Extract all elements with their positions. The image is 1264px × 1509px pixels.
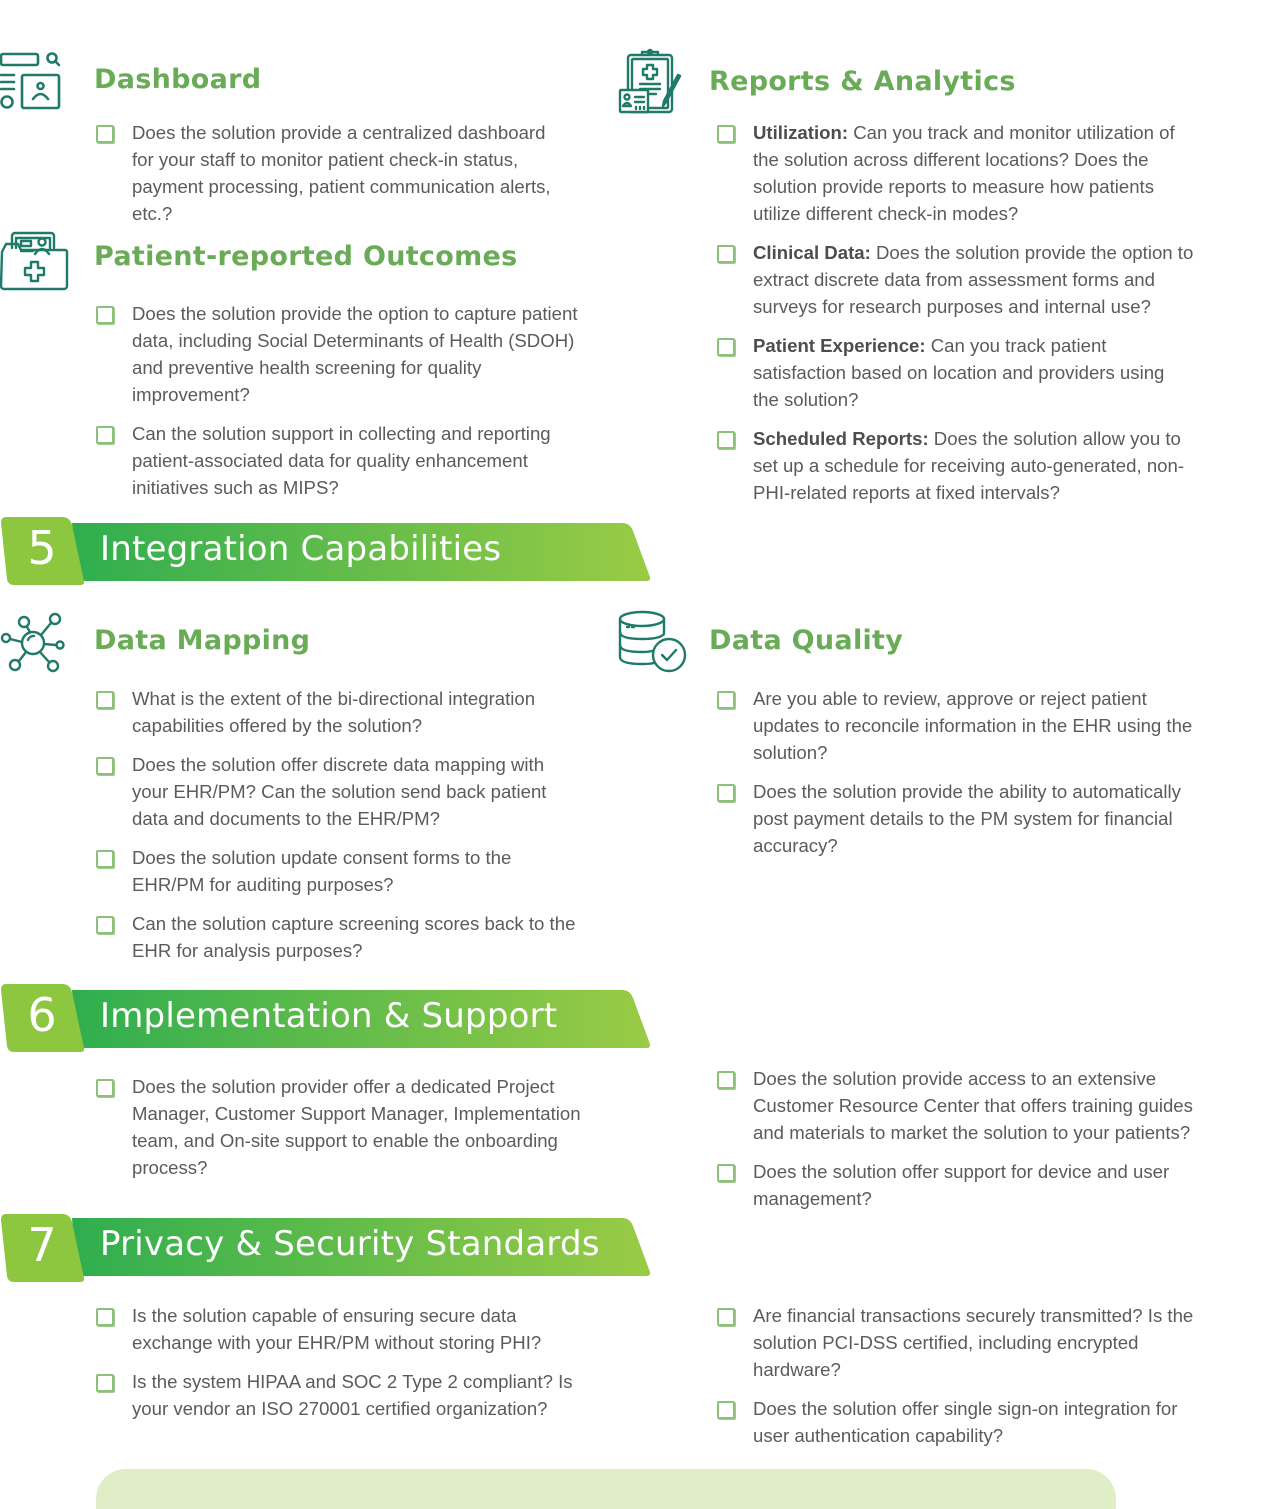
item-text: Does the solution provide the option to capture patient data, including Social Determinants of Health (SDOH) and preventive health screening for quality improvement?: [132, 303, 578, 405]
item-text: Can the solution support in collecting and reporting patient-associated data for quality enhancement initiatives such as MIPS?: [132, 423, 551, 498]
checkbox[interactable]: [717, 245, 735, 263]
reports-analytics-title: Reports & Analytics: [709, 66, 1016, 97]
checkbox[interactable]: [96, 1308, 114, 1326]
checkbox[interactable]: [96, 426, 114, 444]
data-mapping-title: Data Mapping: [94, 625, 311, 656]
checklist-item: [94, 685, 584, 739]
item-text: Is the solution capable of ensuring secure data exchange with your EHR/PM without storing PHI?: [132, 1305, 542, 1353]
checklist-item: [715, 778, 1195, 859]
dashboard-checklist: [94, 119, 564, 239]
data-quality-checklist: [715, 685, 1195, 871]
item-text: What is the extent of the bi-directional integration capabilities offered by the solution?: [132, 688, 536, 736]
item-text: Is the system HIPAA and SOC 2 Type 2 compliant? Is your vendor an ISO 270001 certified organization?: [132, 1371, 573, 1419]
checklist-item: [94, 300, 584, 408]
bottom-callout-panel: [96, 1469, 1116, 1509]
checklist-item: [94, 119, 564, 227]
item-label: Scheduled Reports:: [753, 428, 929, 449]
medical-folder-icon: [0, 226, 70, 292]
item-label: Patient Experience:: [753, 335, 926, 356]
checklist-item: [715, 425, 1195, 506]
checkbox[interactable]: [96, 1079, 114, 1097]
checklist-item: [94, 1302, 594, 1356]
checklist-item: [715, 119, 1195, 227]
checklist-item: [715, 1158, 1195, 1212]
checklist-item: [94, 420, 584, 501]
item-text: Does the solution provide the option to extract discrete data from assessment forms and surveys for research purposes and internal use?: [753, 242, 1194, 317]
checkbox[interactable]: [717, 1164, 735, 1182]
checklist-item: [715, 1065, 1195, 1146]
checkbox[interactable]: [96, 916, 114, 934]
checkbox[interactable]: [96, 850, 114, 868]
checkbox[interactable]: [717, 1308, 735, 1326]
item-label: Utilization:: [753, 122, 849, 143]
checklist-item: [94, 1073, 604, 1181]
checkbox[interactable]: [717, 338, 735, 356]
checklist-item: [715, 332, 1195, 413]
section-number: 7: [27, 1218, 57, 1272]
item-text: Are you able to review, approve or reject patient updates to reconcile information in the EHR using the solution?: [753, 688, 1193, 763]
checklist-item: [94, 844, 584, 898]
section-title: Implementation & Support: [100, 996, 558, 1036]
section-number: 6: [27, 988, 57, 1042]
item-text: Does the solution offer discrete data mapping with your EHR/PM? Can the solution send back patient data and documents to the EHR/PM?: [132, 754, 547, 829]
privacy-right-checklist: [715, 1302, 1215, 1461]
item-text: Does the solution provide access to an extensive Customer Resource Center that offers training guides and materials to market the solution to your patients?: [753, 1068, 1193, 1143]
checklist-item: [715, 1395, 1215, 1449]
section-banner-implementation: [0, 982, 660, 1052]
checklist-item: [94, 751, 584, 832]
item-text: Does the solution provide the ability to automatically post payment details to the PM system for financial accuracy?: [753, 781, 1181, 856]
checkbox[interactable]: [717, 125, 735, 143]
database-check-icon: [618, 610, 690, 676]
item-text: Can you track patient satisfaction based on location and providers using the solution?: [753, 335, 1165, 410]
checkbox[interactable]: [96, 757, 114, 775]
reports-checklist: [715, 119, 1195, 518]
dashboard-icon: [0, 50, 64, 112]
checkbox[interactable]: [96, 1374, 114, 1392]
item-text: Are financial transactions securely transmitted? Is the solution PCI-DSS certified, including encrypted hardware?: [753, 1305, 1194, 1380]
checklist-item: [94, 1368, 594, 1422]
checkbox[interactable]: [96, 691, 114, 709]
item-text: Can you track and monitor utilization of the solution across different locations? Does the solution provide reports to measure how patients utilize different check-in modes?: [753, 122, 1175, 224]
checkbox[interactable]: [96, 306, 114, 324]
section-title: Integration Capabilities: [100, 529, 502, 569]
patient-reported-outcomes-title: Patient-reported Outcomes: [94, 241, 518, 272]
data-mapping-checklist: [94, 685, 584, 976]
checkbox[interactable]: [717, 1071, 735, 1089]
checkbox[interactable]: [96, 125, 114, 143]
item-text: Does the solution provider offer a dedicated Project Manager, Customer Support Manager, Implementation team, and On-site support to enable the onboarding process?: [132, 1076, 581, 1178]
item-text: Can the solution capture screening scores back to the EHR for analysis purposes?: [132, 913, 576, 961]
dashboard-title: Dashboard: [94, 64, 262, 95]
implementation-left-checklist: [94, 1073, 604, 1193]
checklist-item: [715, 239, 1195, 320]
network-nodes-icon: [0, 610, 70, 674]
section-title: Privacy & Security Standards: [100, 1224, 600, 1264]
checkbox[interactable]: [717, 784, 735, 802]
pro-checklist: [94, 300, 584, 513]
privacy-left-checklist: [94, 1302, 594, 1434]
checklist-item: [715, 685, 1195, 766]
item-text: Does the solution allow you to set up a schedule for receiving auto-generated, non-PHI-related reports at fixed intervals?: [753, 428, 1185, 503]
implementation-right-checklist: [715, 1065, 1195, 1224]
item-text: Does the solution offer single sign-on integration for user authentication capability?: [753, 1398, 1178, 1446]
data-quality-title: Data Quality: [709, 625, 904, 656]
item-text: Does the solution update consent forms to the EHR/PM for auditing purposes?: [132, 847, 512, 895]
checklist-item: [715, 1302, 1215, 1383]
item-text: Does the solution offer support for device and user management?: [753, 1161, 1170, 1209]
checkbox[interactable]: [717, 691, 735, 709]
clipboard-report-icon: [618, 48, 686, 114]
section-banner-privacy: [0, 1212, 660, 1282]
checklist-item: [94, 910, 584, 964]
section-banner-integration: [0, 515, 660, 585]
checkbox[interactable]: [717, 1401, 735, 1419]
checkbox[interactable]: [717, 431, 735, 449]
item-label: Clinical Data:: [753, 242, 871, 263]
item-text: Does the solution provide a centralized dashboard for your staff to monitor patient check-in status, payment processing, patient communication alerts, etc.?: [132, 122, 551, 224]
section-number: 5: [27, 521, 57, 575]
